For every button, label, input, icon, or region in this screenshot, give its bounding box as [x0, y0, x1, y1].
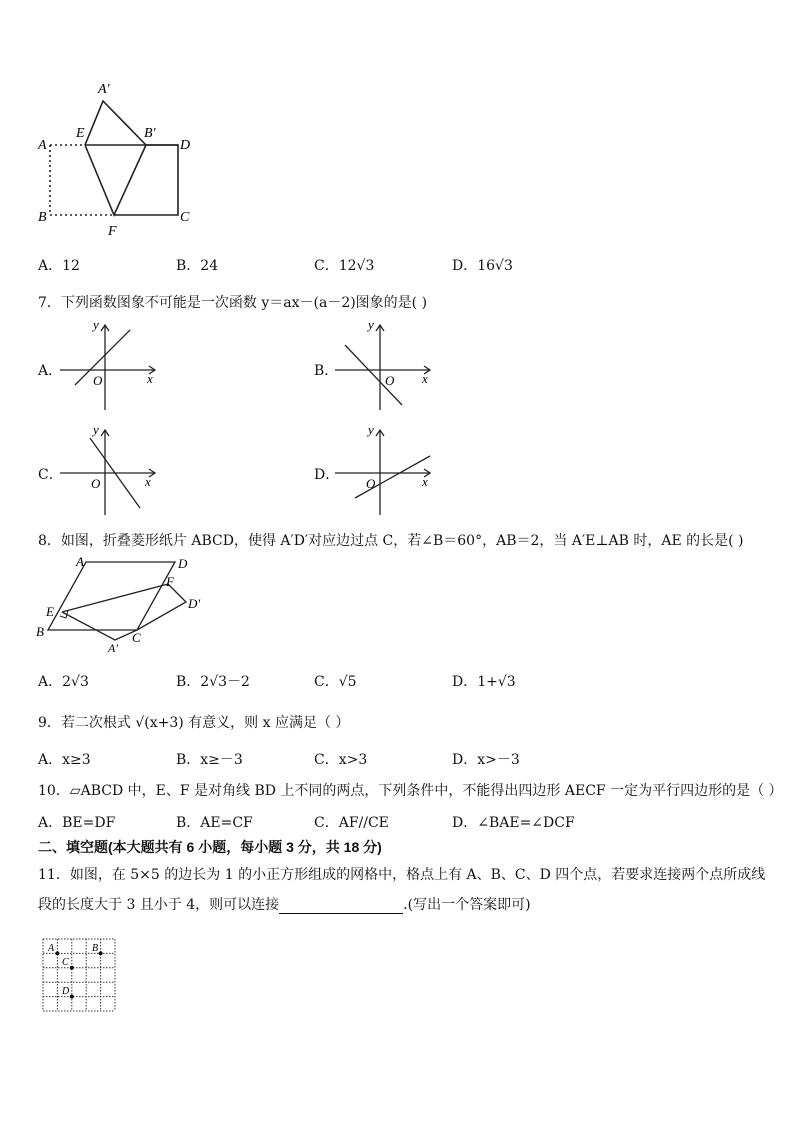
q7-graph-c [55, 420, 165, 520]
q6-option-c[interactable]: C．12√3 [314, 258, 375, 274]
fold-shape [85, 101, 146, 215]
origin-label: O [385, 373, 395, 388]
label-b: B [38, 210, 47, 225]
label-b: B [36, 624, 44, 639]
q7-graph-a [55, 315, 165, 415]
section-title: 二、填空题(本大题共有 6 小题，每小题 3 分，共 18 分) [38, 839, 382, 855]
q7-option-a-label[interactable]: A． [38, 363, 63, 379]
label-c: C [180, 210, 190, 225]
q10-option-b[interactable]: B．AE=CF [176, 815, 253, 831]
q9-option-b[interactable]: B．x≥－3 [176, 752, 243, 768]
q10-option-d[interactable]: D．∠BAE=∠DCF [452, 815, 575, 831]
label-a-prime: A′ [98, 82, 110, 97]
label-d-prime: D′ [188, 596, 201, 611]
label-e: E [76, 126, 85, 141]
q10-option-a[interactable]: A．BE=DF [38, 815, 116, 831]
label-c: C [132, 630, 141, 645]
q11-line1: 11．如图，在 5×5 的边长为 1 的小正方形组成的网格中，格点上有 A、B、C、D 四个点，若要求连接两个点所成线 [38, 867, 766, 883]
q6-option-a[interactable]: A．12 [38, 258, 80, 274]
origin-label: O [91, 476, 101, 491]
q7-graph-d [330, 420, 440, 520]
grid-figure [40, 936, 120, 1014]
q10-stem: 10．▱ABCD 中，E、F 是对角线 BD 上不同的两点，下列条件中，不能得出四边形 AECF 一定为平行四边形的是（ ） [38, 783, 783, 799]
label-e: E [46, 604, 54, 619]
q7-stem: 7．下列函数图象不可能是一次函数 y＝ax－(a－2)图象的是( ) [38, 295, 428, 311]
q11-line2 [38, 894, 531, 914]
y-label: y [93, 422, 99, 437]
origin-label: O [93, 373, 103, 388]
q10-option-c[interactable]: C．AF//CE [314, 815, 389, 831]
grid-label-a: A [48, 943, 55, 954]
x-label: x [145, 474, 151, 489]
q11-line2-tail: .(写出一个答案即可) [403, 897, 531, 913]
origin-label: O [366, 476, 376, 491]
q8-option-b[interactable]: B．2√3－2 [176, 674, 250, 690]
x-label: x [147, 371, 153, 386]
grid-label-b: B [92, 943, 99, 954]
q9-option-c[interactable]: C．x>3 [314, 752, 368, 768]
q7-option-d-label[interactable]: D． [314, 467, 340, 483]
q7-option-c-label[interactable]: C． [38, 467, 63, 483]
q9-stem: 9．若二次根式 √(x+3) 有意义，则 x 应满足（ ） [38, 715, 350, 731]
rhombus-fold-figure [30, 552, 220, 657]
label-f: F [166, 574, 174, 589]
label-d: D [178, 556, 188, 571]
grid-label-d: D [62, 986, 70, 997]
q9-option-d[interactable]: D．x>－3 [452, 752, 520, 768]
q6-option-d[interactable]: D．16√3 [452, 258, 513, 274]
label-f: F [108, 224, 117, 239]
y-label: y [368, 422, 374, 437]
x-label: x [422, 474, 428, 489]
y-label: y [93, 317, 99, 332]
label-a: A [76, 554, 84, 569]
rect-right [114, 145, 178, 215]
y-label: y [368, 317, 374, 332]
label-a-prime: A′ [108, 641, 118, 655]
answer-blank[interactable] [279, 899, 403, 914]
fold-rectangle-figure [30, 75, 200, 240]
q7-graph-b [330, 315, 440, 415]
q8-option-d[interactable]: D．1+√3 [452, 674, 516, 690]
q8-option-c[interactable]: C．√5 [314, 674, 357, 690]
q8-stem: 8．如图，折叠菱形纸片 ABCD，使得 A′D′对应边过点 C，若∠B＝60°，AB＝2，当 A′E⊥AB 时，AE 的长是( ) [38, 533, 744, 549]
label-a: A [38, 138, 47, 153]
q8-option-a[interactable]: A．2√3 [38, 674, 89, 690]
q6-option-b[interactable]: B．24 [176, 258, 219, 274]
x-label: x [422, 371, 428, 386]
label-b-prime: B′ [144, 126, 156, 141]
q7-option-b-label[interactable]: B． [314, 363, 339, 379]
q11-line2-text: 段的长度大于 3 且小于 4，则可以连接 [38, 897, 280, 913]
grid-label-c: C [62, 957, 69, 968]
label-d: D [180, 138, 191, 153]
q9-option-a[interactable]: A．x≥3 [38, 752, 91, 768]
